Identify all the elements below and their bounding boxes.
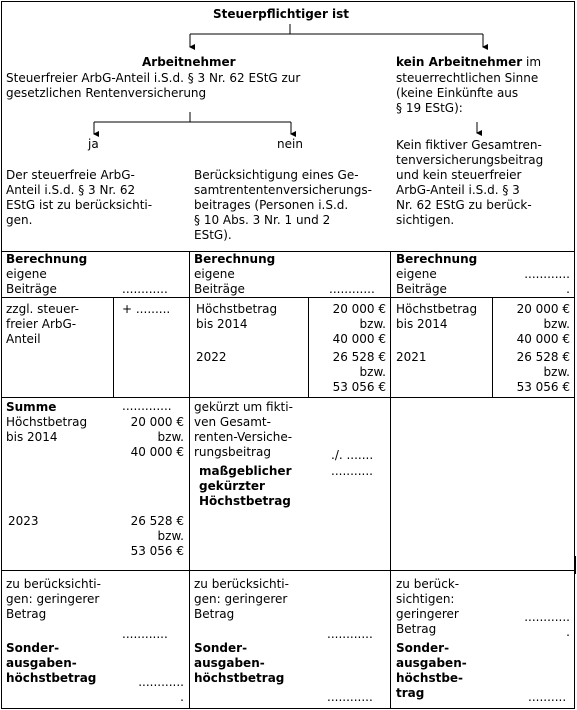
non-employee-heading-rest: im bbox=[522, 55, 542, 69]
col1-consider: zu berücksichti- gen: geringerer Betrag bbox=[6, 577, 101, 621]
non-employee-heading-line bbox=[396, 55, 541, 70]
col2-special-dots: ............ bbox=[327, 690, 373, 704]
col1-year-value: 26 528 € bzw. 53 056 € bbox=[130, 514, 184, 558]
col1-special-dots: ............ . bbox=[138, 675, 184, 704]
col2-calc-title: Berechnung bbox=[194, 252, 276, 266]
col3-calc-title: Berechnung bbox=[396, 252, 478, 266]
col2-reduced-label: gekürzt um fikti- ven Gesamt- renten-Versiche- rungsbeitrag bbox=[194, 400, 293, 459]
col1-plus-value: + ......... bbox=[122, 302, 171, 316]
col3-consider-dots: ............ . bbox=[524, 610, 570, 639]
col2-consider-dots: ............ bbox=[327, 627, 373, 641]
employee-heading: Arbeitnehmer bbox=[142, 55, 236, 69]
col1-max-value: 20 000 € bzw. 40 000 € bbox=[130, 415, 184, 459]
col3-max-label: Höchstbetrag bis 2014 bbox=[396, 302, 478, 331]
col2-consider: zu berücksichti- gen: geringerer Betrag bbox=[194, 577, 289, 621]
col3-max-value: 20 000 € bzw. 40 000 € bbox=[516, 302, 570, 346]
col2-max-label: Höchstbetrag bis 2014 bbox=[196, 302, 278, 331]
yes-label: ja bbox=[88, 137, 99, 151]
employee-description: Steuerfreier ArbG-Anteil i.S.d. § 3 Nr. 62 EStG zur gesetzlichen Rentenversicherung bbox=[6, 71, 301, 100]
col3-special: Sonder- ausgaben- höchstbe- trag bbox=[396, 641, 467, 700]
col3-year: 2021 bbox=[396, 350, 427, 364]
col2-max-value: 20 000 € bzw. 40 000 € bbox=[332, 302, 386, 346]
col2-year: 2022 bbox=[196, 350, 227, 364]
col1-sum-dots: ............. bbox=[122, 399, 172, 413]
no-outcome: Berücksichtigung eines Ge- samtrententenversicherungs- beitrages (Personen i.S.d. § 10 Abs. 3 Nr. 1 und 2 EStG). bbox=[194, 168, 372, 242]
col2-year-value: 26 528 € bzw. 53 056 € bbox=[332, 350, 386, 394]
col3-year-value: 26 528 € bzw. 53 056 € bbox=[516, 350, 570, 394]
non-employee-description: steuerrechtlichen Sinne (keine Einkünfte aus § 19 EStG): bbox=[396, 71, 539, 115]
non-employee-heading: kein Arbeitnehmer bbox=[396, 55, 523, 69]
col1-special: Sonder- ausgaben- höchstbetrag bbox=[6, 641, 97, 685]
col1-own-dots: ............ bbox=[122, 282, 168, 296]
col3-consider: zu berück- sichtigen: geringerer Betrag bbox=[396, 577, 460, 636]
col3-special-dots: .......... bbox=[528, 690, 567, 704]
col1-calc-title: Berechnung bbox=[6, 252, 88, 266]
col3-own-dots: ............ . bbox=[524, 267, 570, 296]
col1-consider-dots: ............ bbox=[122, 627, 168, 641]
col1-plus-label: zzgl. steuer- freier ArbG- Anteil bbox=[6, 302, 80, 346]
page-title: Steuerpflichtiger ist bbox=[213, 7, 350, 21]
col3-own-contrib: eigene Beiträge bbox=[396, 267, 447, 296]
non-employee-outcome: Kein fiktiver Gesamtren- tenversicherungsbeitrag und kein steuerfreier ArbG-Anteil i.S.d. § 3 Nr. 62 EStG zu berück- sichtigen. bbox=[396, 138, 544, 227]
col2-special: Sonder- ausgaben- höchstbetrag bbox=[194, 641, 285, 685]
col2-reduced-value: ./. ....... bbox=[331, 448, 374, 462]
col1-own-contrib: eigene Beiträge bbox=[6, 267, 57, 296]
col1-sum-label: Summe bbox=[6, 400, 57, 414]
col2-decisive-dots: ........... bbox=[331, 464, 373, 478]
col1-year: 2023 bbox=[8, 514, 39, 528]
col2-own-dots: ............ bbox=[329, 282, 375, 296]
col2-own-contrib: eigene Beiträge bbox=[194, 267, 245, 296]
edge-mark bbox=[574, 556, 576, 574]
yes-outcome: Der steuerfreie ArbG- Anteil i.S.d. § 3 Nr. 62 EStG ist zu berücksichti- gen. bbox=[6, 168, 153, 227]
col2-decisive: maßgeblicher gekürzter Höchstbetrag bbox=[199, 464, 292, 508]
col1-max-label: Höchstbetrag bis 2014 bbox=[6, 415, 88, 444]
no-label: nein bbox=[277, 137, 303, 151]
